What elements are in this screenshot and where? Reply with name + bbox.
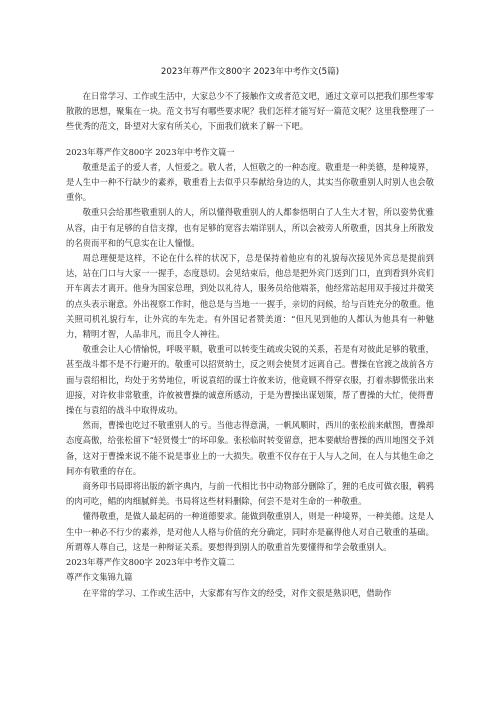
section1-paragraph-3: 周总理便是这样，不论在什么样的状况下，总是保持着他应有的礼貌每次接见外宾总是提前到达，站在门口与大家一一握手，态度恳切。会见结束后，他总是把外宾门送到门口，直到看到外宾们开车离去才离开。他身为国家总理，到处以礼待人，服务员给他端茶，他经常站起用双手接过并微笑的点头表示谢意。外出视察工作时，他总是与当地一一握手，亲切的问候，给与百姓充分的敬重。他关照司机礼貌行车，让外宾的车先走。有外国记者赞美道：“但凡见到他的人都认为他具有一种魅力，精明才智，人品非凡，而且令人神往。 <box>66 253 434 340</box>
section1-paragraph-7: 懂得敬重，是做人最起码的一种道德要求。能做到敬重别人，则是一种境界，一种美德。这是人生中一种必不行少的素养，是对他人人格与价值的充分确定，同时亦是赢得他人对自己敬重的基础。所谓尊人尊自己，这是一种辩证关系。要想得到别人的敬重首先要懂得和学会敬重别人。 <box>66 511 434 552</box>
document-title: 2023年尊严作文800字 2023年中考作文(5篇) <box>160 67 340 77</box>
section1-paragraph-6: 商务印书局即将出版的新字典内，与前一代相比书中动物部分删除了，狸的毛皮可做衣服，鹌鸦的肉可吃，鲳的肉细腻鲜美。书局将这些材料删除，何尝不是对生命的一种敬重。 <box>66 481 434 507</box>
intro-paragraph: 在日常学习、工作或生活中，大家总少不了接触作文或者范文吧，通过文章可以把我们那些零零散散的思想，聚集在一块。范文书写有哪些要求呢？我们怎样才能写好一篇范文呢？这里我整理了一些优秀的范文，卧望对大家有所关心，下面我们就来了解一下吧。 <box>66 91 434 132</box>
section2-paragraph-1: 在平常的学习、工作或生活中，大家都有写作文的经受，对作文很是熟识吧，借助作 <box>82 587 392 598</box>
section-gap <box>66 135 434 145</box>
section1-paragraph-1: 敬重是孟子的爱人者，人恒爱之。敬人者，人恒敬之的一种态度。敬重是一种美德，是种境界，是人生中一种不行缺少的素养，敬重看上去似乎只奉献给身边的人，其实当你敬重别人时别人也会敬重你。 <box>66 161 434 203</box>
section1-heading: 2023年尊严作文800字 2023年中考作文篇一 <box>66 146 235 157</box>
section2-heading: 2023年尊严作文800字 2023年中考作文篇二 <box>66 557 235 568</box>
section2-subheading: 尊严作文集锦九篇 <box>66 572 133 583</box>
section1-paragraph-5: 然而，曹操也吃过不敬重别人的亏。当他志得意满，一帆风顺时，西川的张松前来献图，曹操却态度高傲，给张松留下“轻贤慢士”的坏印象。张松临时转变留意，把本要献给曹操的西川地图交予刘备，这对于曹操来说不能不说是事业上的一大损失。敬重不仅存在于人与人之间，在人与其他生命之间亦有敬重的存在。 <box>66 420 434 476</box>
section1-paragraph-2: 敬重只会给那些敬重别人的人，所以懂得敬重别人的人都参悟明白了人生大才智，所以姿势优雅从容，由于有足够的自信支撑，也有足够的宽容去端详别人，所以会被旁人所敬重，因其身上所散发的名贵而平和的气息实在让人憧憬。 <box>66 207 434 248</box>
section1-paragraph-4: 敬重会让人心情愉悦，呼吸平顺，敬重可以转变生疏或尖锐的关系，若是有对彼此足够的敬重，甚至战斗都不是不行避开的。敬重可以招贤纳士，反之则会使贤才远离自己。曹操在官渡之战前各方面与袁绍相比，均处于劣势地位，听说袁绍的谋士许攸来访，他竟顾不得穿衣服，打着赤脚慌张出来迎接，对许攸非常敬重，许攸被曹操的诚意所感动，于是为曹操出谋划策，帮了曹操的大忙，使得曹操在与袁绍的战斗中取得成功。 <box>66 344 434 416</box>
